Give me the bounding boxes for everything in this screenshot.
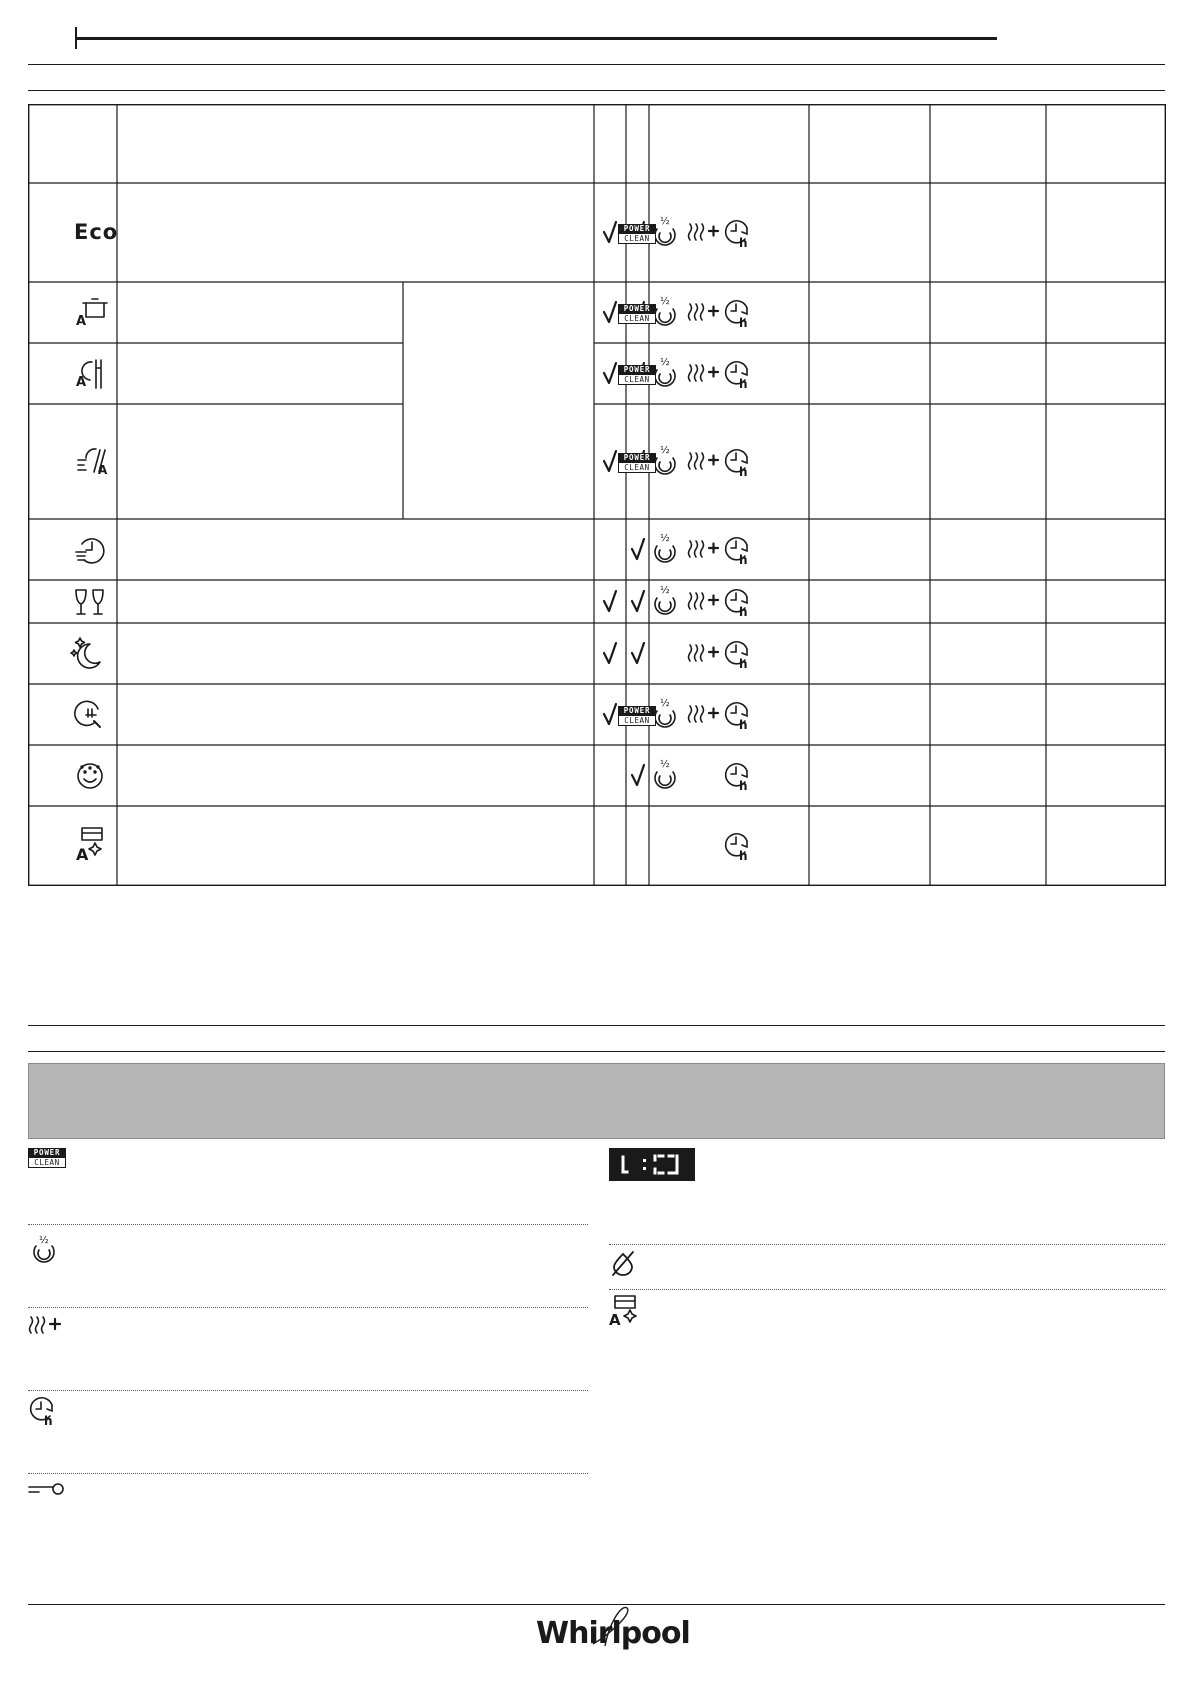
power-label: POWER [618,224,656,234]
check-mark [604,451,616,471]
no-rinse-aid-icon [609,1249,637,1277]
header-bar-tick [75,27,77,49]
header-rule-2 [28,90,1165,91]
clean-label: CLEAN [618,314,656,324]
delay-start-icon [726,221,748,250]
delay-start-icon [726,450,748,479]
half-load-icon [659,715,671,724]
check-mark [632,591,644,611]
svg-text:h: h [44,1414,53,1428]
clean-label: CLEAN [28,1158,66,1168]
delay-start-icon [726,362,748,391]
extra-dry-icon [689,453,719,469]
svg-text:h: h [739,236,748,250]
svg-text:A: A [98,463,108,477]
table-border [29,105,1166,886]
intensive-pot-icon [76,299,107,329]
power-label: POWER [618,453,656,463]
half-load-icon [659,313,671,322]
power-label: POWER [618,304,656,314]
delay-start-icon [726,590,748,619]
svg-text:h: h [739,779,748,793]
power-clean-icon [618,706,656,726]
legend-divider [28,1473,588,1474]
half-load-fraction: ½ [660,759,670,770]
svg-text:½: ½ [39,1235,49,1246]
delay-start-icon [726,834,748,863]
delay-start-icon [726,703,748,732]
clean-label: CLEAN [618,716,656,726]
info-panel [28,1063,1165,1139]
svg-text:h: h [739,605,748,619]
power-clean-icon [618,365,656,385]
half-load-icon [28,1233,60,1263]
svg-text:h: h [739,377,748,391]
clean-label: CLEAN [618,375,656,385]
section-rule-2 [28,1051,1165,1052]
svg-text:h: h [739,553,748,567]
half-load-fraction: ½ [660,585,670,596]
night-silent-icon [71,638,100,668]
whirlpool-logo-swoosh [587,1604,647,1650]
delay-start-icon [726,642,748,671]
header-bar [76,37,997,40]
power-label: POWER [618,706,656,716]
auto-normal-cutlery-icon [76,360,101,390]
extra-dry-icon [689,706,719,722]
extra-dry-icon [689,541,719,557]
legend-power-clean-icon [28,1148,66,1168]
legend-divider [609,1244,1165,1245]
power-label: POWER [28,1148,66,1158]
whirlpool-logo: Whirlpool [536,1616,690,1651]
svg-text:h: h [739,718,748,732]
svg-text:h: h [739,657,748,671]
delay-start-icon [726,538,748,567]
check-mark [632,643,644,663]
quick-wash-icon [76,539,104,563]
program-table [28,104,1166,886]
svg-text:A: A [609,1311,621,1326]
svg-text:A: A [76,375,87,390]
legend-divider [28,1307,588,1308]
eco-program-label: Eco [74,220,119,244]
legend-divider [609,1289,1165,1290]
check-mark [604,704,616,724]
half-load-icon [659,462,671,471]
svg-text:h: h [739,465,748,479]
half-load-icon [659,374,671,383]
half-load-fraction: ½ [660,445,670,456]
half-load-icon [659,233,671,242]
check-mark [604,363,616,383]
check-mark [604,302,616,322]
check-mark [604,591,616,611]
power-clean-icon [618,304,656,324]
power-clean-icon [618,453,656,473]
check-mark [632,765,644,785]
auto-self-clean-icon [609,1294,639,1326]
extra-dry-icon [28,1313,64,1339]
half-load-icon [659,550,671,559]
half-load-fraction: ½ [660,216,670,227]
svg-text:h: h [739,849,748,863]
power-label: POWER [618,365,656,375]
extra-dry-icon [689,304,719,320]
legend-divider [28,1390,588,1391]
program-table-grid [28,104,1166,886]
half-load-icon [659,776,671,785]
glass-wine-icon [76,590,103,614]
check-mark [604,222,616,242]
clean-label: CLEAN [618,234,656,244]
extra-dry-icon [689,593,719,609]
extra-dry-icon [689,224,719,240]
svg-text:A: A [76,314,87,329]
delay-start-icon [726,301,748,330]
half-load-fraction: ½ [660,357,670,368]
power-clean-icon [618,224,656,244]
check-mark [604,643,616,663]
display-icon [609,1148,695,1181]
half-load-fraction: ½ [660,698,670,709]
key-lock-icon [28,1481,66,1497]
extra-dry-icon [689,365,719,381]
half-load-fraction: ½ [660,296,670,307]
check-mark [632,539,644,559]
half-load-icon [659,602,671,611]
clean-label: CLEAN [618,463,656,473]
svg-text:A: A [76,845,89,864]
header-rule-1 [28,64,1165,65]
extra-dry-icon [689,645,719,661]
auto-fast-icon [78,449,108,477]
svg-text:h: h [739,316,748,330]
legend-divider [28,1224,588,1225]
auto-self-clean-icon [76,828,102,864]
section-rule-1 [28,1025,1165,1026]
delay-start-icon [28,1396,60,1428]
prewash-icon [78,764,102,788]
daily-wash-icon [75,701,100,727]
delay-start-icon [726,764,748,793]
half-load-fraction: ½ [660,533,670,544]
